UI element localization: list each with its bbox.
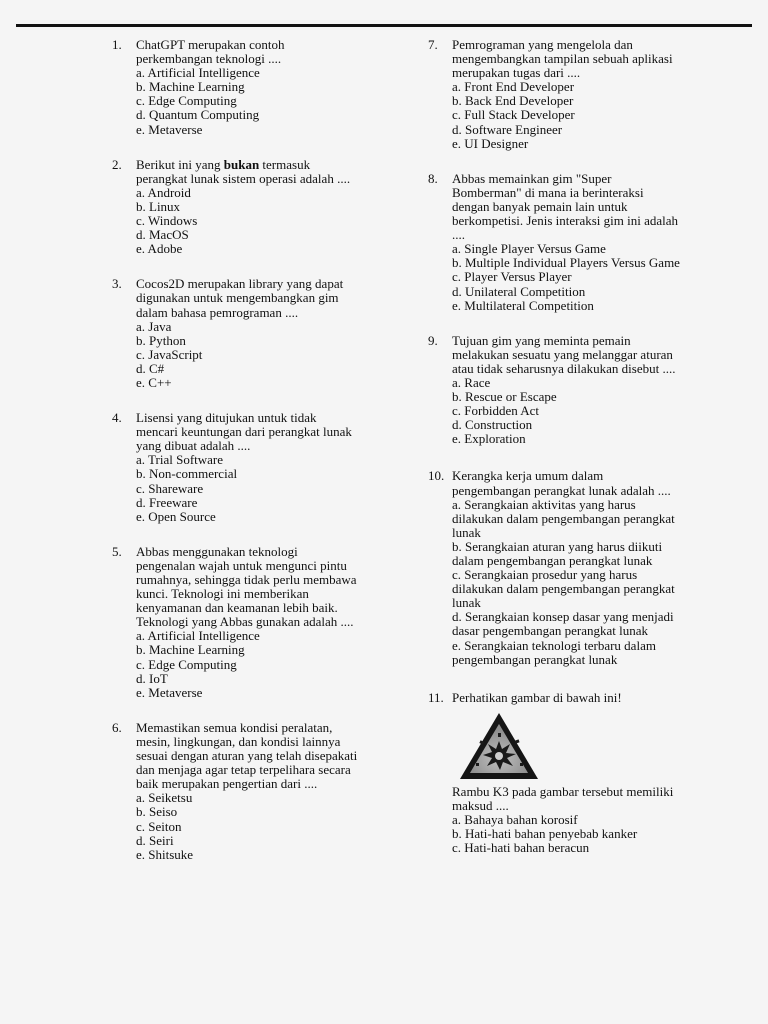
option-a: a. Front End Developer	[452, 79, 575, 95]
option-b: b. Hati-hati bahan penyebab kanker	[452, 826, 638, 842]
question-number: 4.	[112, 410, 122, 426]
option-e: e. Adobe	[136, 241, 183, 257]
option-c: c. JavaScript	[136, 346, 203, 362]
question-number: 10.	[428, 468, 445, 484]
option-c: c. Serangkaian prosedur yang harus dilakukan dalam pengembangan perangkat lunak	[452, 567, 675, 611]
question-10	[428, 469, 680, 666]
question-9	[428, 334, 680, 447]
option-d: d. Software Engineer	[452, 121, 563, 137]
question-3	[112, 277, 360, 390]
question-6	[112, 721, 360, 862]
option-d: d. Unilateral Competition	[452, 283, 586, 299]
question-text: Perhatikan gambar di bawah ini!	[452, 689, 622, 705]
option-e: e. C++	[136, 374, 172, 390]
question-text-pre: Berikut ini yang	[136, 156, 224, 172]
option-a: a. Serangkaian aktivitas yang harus dilakukan dalam pengembangan perangkat lunak	[452, 496, 675, 540]
option-c: c. Shareware	[136, 480, 204, 496]
question-text	[136, 158, 360, 186]
option-d: d. Seiri	[136, 832, 174, 848]
option-d: d. Serangkaian konsep dasar yang menjadi dasar pengembangan perangkat lunak	[452, 609, 674, 639]
question-2	[112, 158, 360, 257]
right-column	[428, 38, 680, 855]
question-text: Lisensi yang ditujukan untuk tidak mencari keuntungan dari perangkat lunak yang dibuat adalah ....	[136, 410, 352, 454]
option-e: e. Metaverse	[136, 684, 203, 700]
option-e: e. UI Designer	[452, 135, 529, 151]
question-number: 6.	[112, 719, 122, 735]
option-a: a. Artificial Intelligence	[136, 65, 260, 81]
question-text: Cocos2D merupakan library yang dapat digunakan untuk mengembangkan gim dalam bahasa pemrograman ....	[136, 276, 344, 320]
option-a: a. Seiketsu	[136, 790, 193, 806]
option-c: c. Player Versus Player	[452, 269, 572, 285]
option-a: a. Java	[136, 318, 172, 334]
option-b: b. Rescue or Escape	[452, 389, 557, 405]
question-number: 7.	[428, 37, 438, 52]
option-b: b. Non-commercial	[136, 466, 238, 482]
question-text: Pemrograman yang mengelola dan mengembangkan tampilan sebuah aplikasi merupakan tugas dari ....	[452, 37, 673, 81]
question-7	[428, 38, 680, 151]
option-c: c. Seiton	[136, 818, 182, 834]
question-8	[428, 172, 680, 313]
option-a: a. Artificial Intelligence	[136, 628, 260, 644]
question-text-continued: Rambu K3 pada gambar tersebut memiliki maksud ....	[452, 783, 674, 813]
question-number: 2.	[112, 156, 122, 172]
option-b: b. Python	[136, 332, 186, 348]
option-b: b. Multiple Individual Players Versus Game	[452, 255, 680, 271]
explosive-hazard-warning-sign-icon	[458, 711, 540, 781]
question-text: ChatGPT merupakan contoh perkembangan teknologi ....	[136, 37, 285, 67]
question-text-post: termasuk perangkat lunak sistem operasi adalah ....	[136, 156, 351, 186]
question-number: 1.	[112, 37, 122, 52]
option-e: e. Exploration	[452, 431, 526, 447]
question-number: 5.	[112, 543, 122, 559]
option-b: b. Serangkaian aturan yang harus diikuti dalam pengembangan perangkat lunak	[452, 538, 663, 568]
option-e: e. Open Source	[136, 508, 216, 524]
option-e: e. Serangkaian teknologi terbaru dalam pengembangan perangkat lunak	[452, 637, 656, 667]
option-b: b. Back End Developer	[452, 93, 574, 109]
option-a: a. Trial Software	[136, 452, 224, 468]
option-c: c. Windows	[136, 213, 198, 229]
question-number: 11.	[428, 689, 444, 705]
option-c: c. Full Stack Developer	[452, 107, 575, 123]
option-b: b. Machine Learning	[136, 79, 245, 95]
option-b: b. Machine Learning	[136, 642, 245, 658]
top-rule	[16, 24, 752, 27]
question-text: Abbas memainkan gim "Super Bomberman" di mana ia berinteraksi dengan banyak pemain lain untuk berkompetisi. Jenis interaksi gim ini adalah ....	[452, 170, 679, 243]
option-a: a. Race	[452, 374, 491, 390]
option-b: b. Linux	[136, 198, 181, 214]
option-c: c. Forbidden Act	[452, 403, 540, 419]
question-text: Tujuan gim yang meminta pemain melakukan sesuatu yang melanggar aturan atau tidak seharusnya dilakukan disebut ....	[452, 332, 676, 376]
question-text: Abbas menggunakan teknologi pengenalan wajah untuk mengunci pintu rumahnya, sehingga tidak perlu membawa kunci. Teknologi ini memberikan kenyamanan dan keamanan lebih baik. Teknologi yang Abbas gunakan adalah ....	[136, 543, 357, 630]
option-d: d. C#	[136, 360, 165, 376]
question-keyword-bold: bukan	[223, 156, 260, 172]
question-4	[112, 411, 360, 524]
question-number: 9.	[428, 332, 438, 348]
option-d: d. Freeware	[136, 494, 198, 510]
option-d: d. IoT	[136, 670, 168, 686]
option-a: a. Android	[136, 184, 191, 200]
question-text: Kerangka kerja umum dalam pengembangan perangkat lunak adalah ....	[452, 468, 671, 498]
option-e: e. Metaverse	[136, 121, 203, 137]
question-number: 3.	[112, 276, 122, 292]
option-c: c. Edge Computing	[136, 656, 237, 672]
option-e: e. Multilateral Competition	[452, 297, 594, 313]
option-c: c. Hati-hati bahan beracun	[452, 840, 590, 856]
question-5	[112, 545, 360, 700]
option-e: e. Shitsuke	[136, 846, 194, 862]
option-b: b. Seiso	[136, 804, 178, 820]
option-c: c. Edge Computing	[136, 93, 237, 109]
question-11	[428, 691, 680, 856]
option-d: d. Quantum Computing	[136, 107, 260, 123]
option-d: d. MacOS	[136, 227, 189, 243]
option-a: a. Bahaya bahan korosif	[452, 812, 578, 828]
left-column	[112, 38, 360, 862]
option-a: a. Single Player Versus Game	[452, 241, 606, 257]
option-d: d. Construction	[452, 417, 533, 433]
question-text: Memastikan semua kondisi peralatan, mesin, lingkungan, dan kondisi lainnya sesuai dengan aturan yang telah disepakati dan menjaga agar tetap terpelihara secara baik merupakan pengertian dari ....	[136, 719, 358, 792]
question-1	[112, 38, 360, 137]
question-number: 8.	[428, 170, 438, 186]
